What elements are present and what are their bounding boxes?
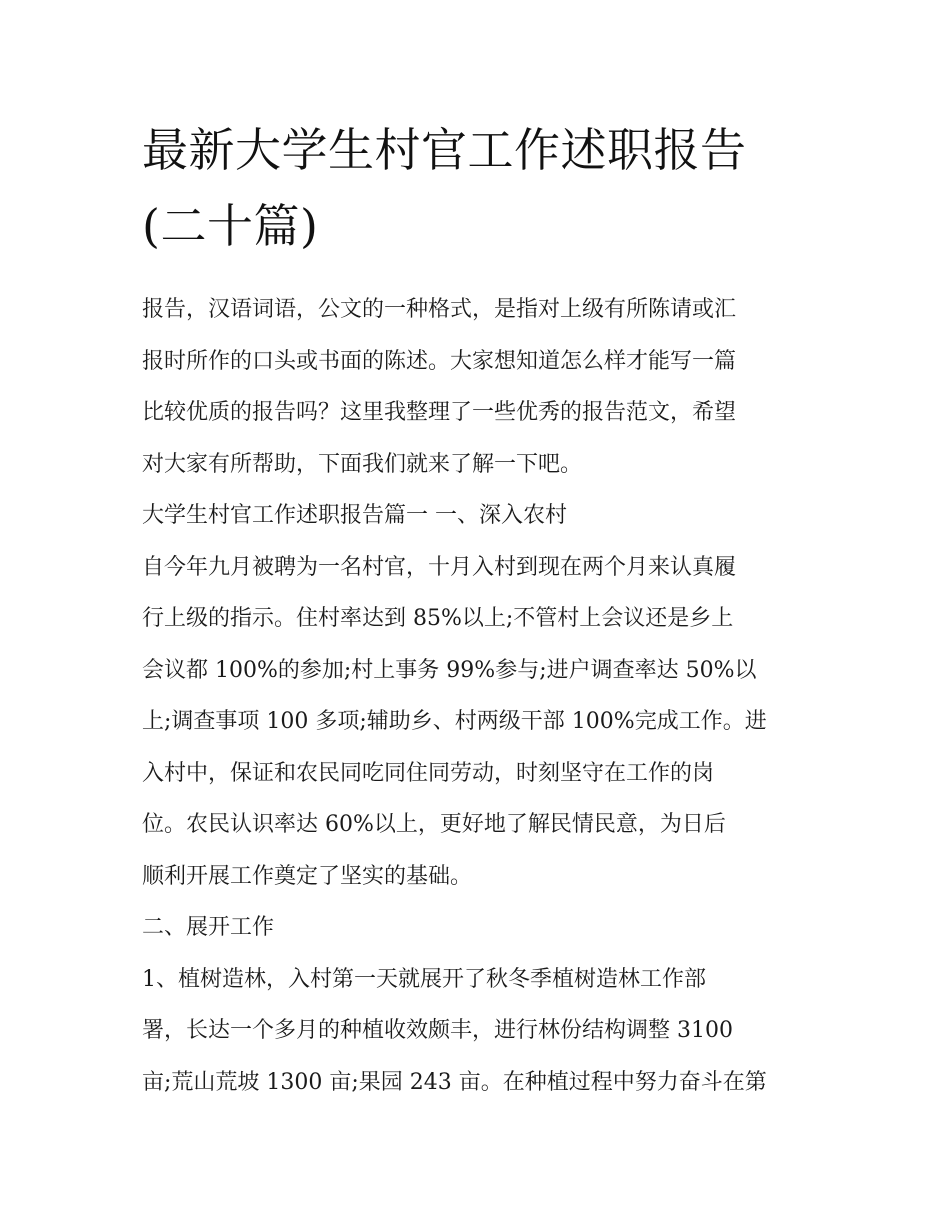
body-line: 比较优质的报告吗？这里我整理了一些优秀的报告范文，希望 <box>142 400 737 425</box>
body-line: 上;调查事项 100 多项;辅助乡、村两级干部 100%完成工作。进 <box>142 709 767 734</box>
section-heading: 大学生村官工作述职报告篇一 一、深入农村 <box>142 503 567 528</box>
body-line: 报告，汉语词语，公文的一种格式，是指对上级有所陈请或汇 <box>142 297 737 322</box>
section-heading: 二、展开工作 <box>142 915 275 940</box>
body-line: 对大家有所帮助，下面我们就来了解一下吧。 <box>142 451 583 477</box>
document-content <box>142 112 814 1108</box>
body-line: 入村中，保证和农民同吃同住同劳动，时刻坚守在工作的岗 <box>142 760 715 786</box>
document-body <box>142 284 814 1108</box>
body-line: 会议都 100%的参加;村上事务 99%参与;进户调查率达 50%以 <box>142 657 757 683</box>
body-line: 亩;荒山荒坡 1300 亩;果园 243 亩。在种植过程中努力奋斗在第 <box>142 1069 767 1095</box>
document-title <box>142 112 814 264</box>
body-line: 位。农民认识率达 60%以上，更好地了解民情民意，为日后 <box>142 812 726 837</box>
body-line: 1、植树造林，入村第一天就展开了秋冬季植树造林工作部 <box>142 966 706 992</box>
body-line: 署，长达一个多月的种植收效颇丰，进行林份结构调整 3100 <box>142 1018 733 1043</box>
title-line-1: 最新大学生村官工作述职报告 <box>142 123 747 177</box>
body-line: 报时所作的口头或书面的陈述。大家想知道怎么样才能写一篇 <box>142 348 737 374</box>
body-line: 行上级的指示。住村率达到 85%以上;不管村上会议还是乡上 <box>142 606 734 631</box>
title-line-2: (二十篇) <box>142 199 319 253</box>
body-line: 自今年九月被聘为一名村官，十月入村到现在两个月来认真履 <box>142 554 737 580</box>
body-line: 顺利开展工作奠定了坚实的基础。 <box>142 863 473 889</box>
